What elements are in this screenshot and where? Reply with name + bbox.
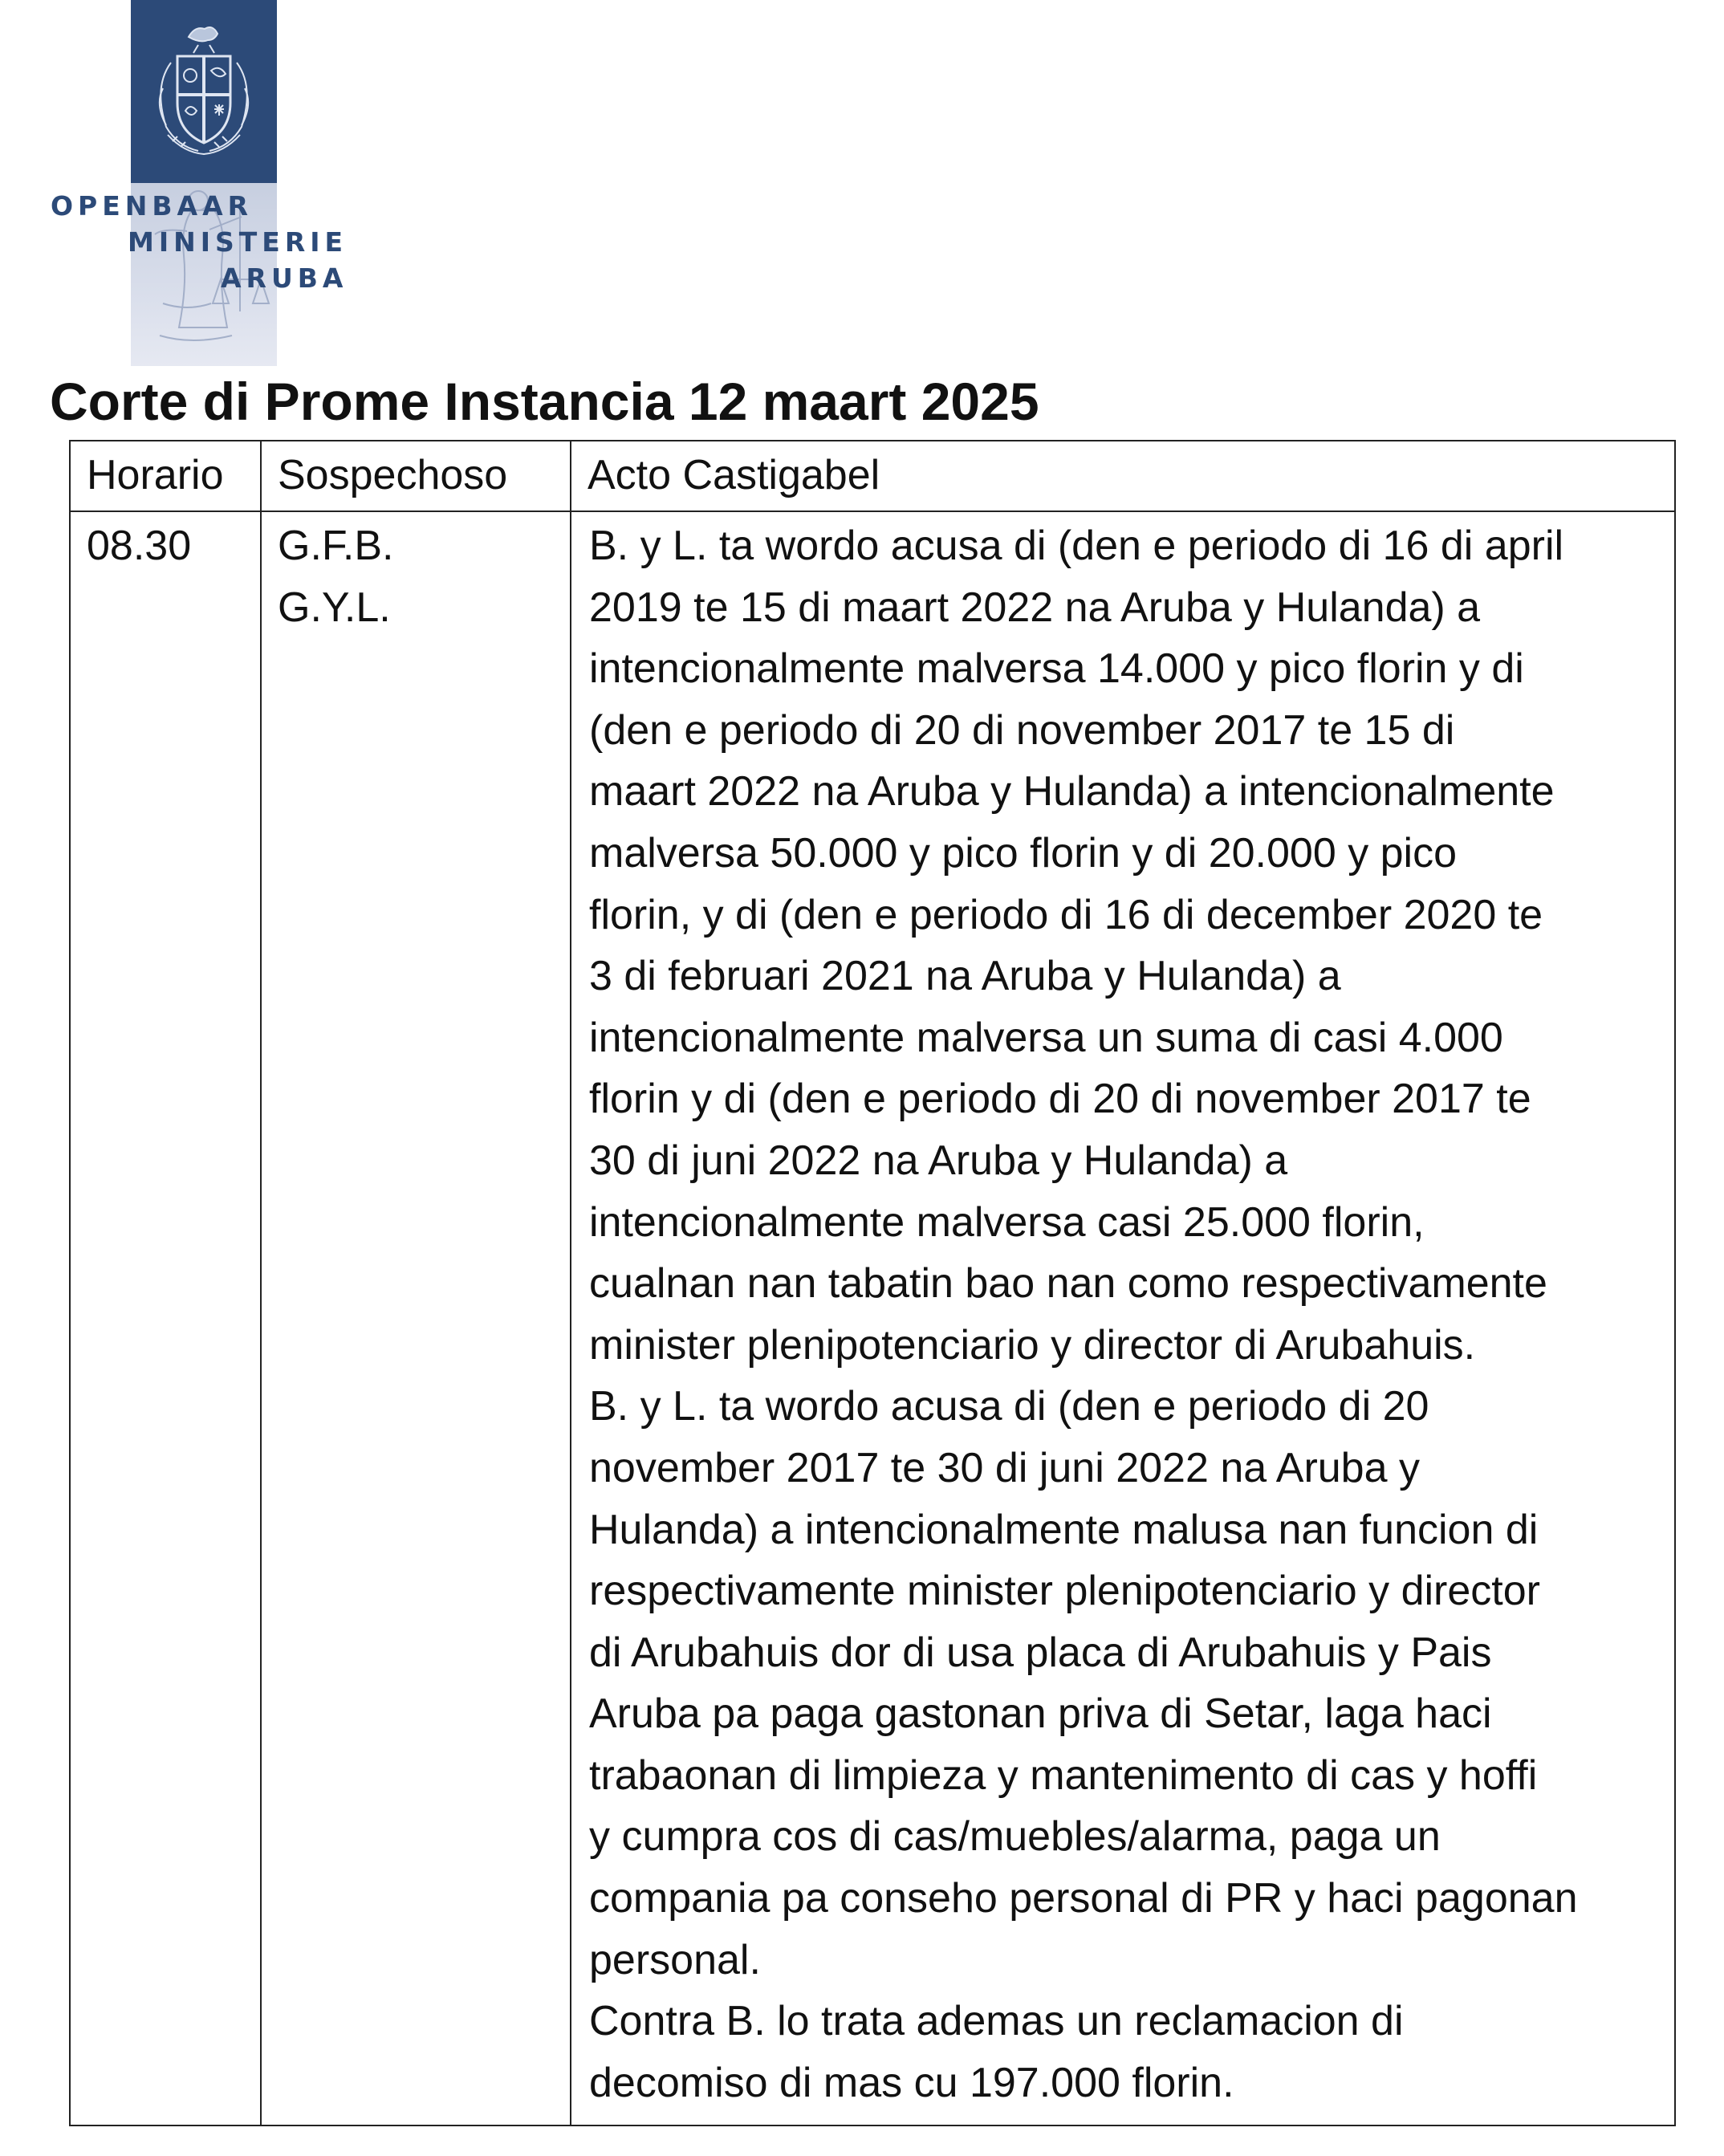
court-schedule-table [69, 440, 1676, 2126]
offense-line: B. y L. ta wordo acusa di (den e periodo di 20 [589, 1383, 1429, 1430]
offense-line: intencionalmente malversa un suma di casi 4.000 [589, 1014, 1503, 1061]
case-time: 08.30 [87, 523, 192, 569]
offense-line: Aruba pa paga gastonan priva di Setar, laga haci [589, 1690, 1492, 1738]
offense-line: malversa 50.000 y pico florin y di 20.000 y pico [589, 829, 1458, 877]
cell-suspects [261, 511, 571, 2125]
table-row [70, 511, 1675, 2125]
offense-line: Contra B. lo trata ademas un reclamacion di [589, 1998, 1404, 2045]
header-offense: Acto Castigabel [571, 441, 1675, 511]
offense-line: florin y di (den e periodo di 20 di november 2017 te [589, 1076, 1531, 1123]
organization-logo [44, 0, 381, 369]
offense-line: trabaonan di limpieza y mantenimento di cas y hoffi [589, 1751, 1538, 1799]
table-header-row [70, 441, 1675, 511]
offense-line: florin, y di (den e periodo di 16 di december 2020 te [589, 891, 1543, 938]
cell-offense [571, 511, 1675, 2125]
offense-line: compania pa conseho personal di PR y haci pagonan [589, 1875, 1578, 1922]
offense-line: cualnan nan tabatin bao nan como respectivamente [589, 1260, 1547, 1308]
coat-of-arms-icon [131, 14, 277, 167]
offense-line: 3 di februari 2021 na Aruba y Hulanda) a [589, 953, 1341, 1000]
logo-text-ministerie: MINISTERIE [128, 226, 348, 258]
offense-line: 2019 te 15 di maart 2022 na Aruba y Hulanda) a [589, 584, 1481, 631]
offense-line: 30 di juni 2022 na Aruba y Hulanda) a [589, 1137, 1288, 1184]
offense-line: Hulanda) a intencionalmente malusa nan funcion di [589, 1506, 1539, 1553]
suspect-initials: G.F.B. [278, 523, 394, 569]
offense-line: maart 2022 na Aruba y Hulanda) a intencionalmente [589, 768, 1555, 816]
offense-line: minister plenipotenciario y director di Arubahuis. [589, 1321, 1476, 1369]
header-time: Horario [70, 441, 261, 511]
offense-line: personal. [589, 1936, 761, 1983]
offense-line: november 2017 te 30 di juni 2022 na Aruba y [589, 1444, 1420, 1491]
offense-line: intencionalmente malversa casi 25.000 florin, [589, 1198, 1425, 1246]
offense-line: decomiso di mas cu 197.000 florin. [589, 2059, 1234, 2106]
logo-text-aruba: ARUBA [221, 262, 348, 294]
offense-line: (den e periodo di 20 di november 2017 te 15 di [589, 706, 1455, 754]
suspect-initials: G.Y.L. [278, 584, 391, 631]
offense-line: B. y L. ta wordo acusa di (den e periodo di 16 di april [589, 523, 1564, 569]
offense-line: intencionalmente malversa 14.000 y pico florin y di [589, 645, 1524, 693]
offense-line: respectivamente minister plenipotenciario y director [589, 1568, 1540, 1615]
cell-time [70, 511, 261, 2125]
page-title: Corte di Prome Instancia 12 maart 2025 [50, 372, 1039, 431]
offense-line: y cumpra cos di cas/muebles/alarma, paga un [589, 1813, 1441, 1861]
logo-text-openbaar: OPENBAAR [51, 190, 254, 222]
offense-line: di Arubahuis dor di usa placa di Arubahuis y Pais [589, 1629, 1492, 1676]
header-suspect: Sospechoso [261, 441, 571, 511]
